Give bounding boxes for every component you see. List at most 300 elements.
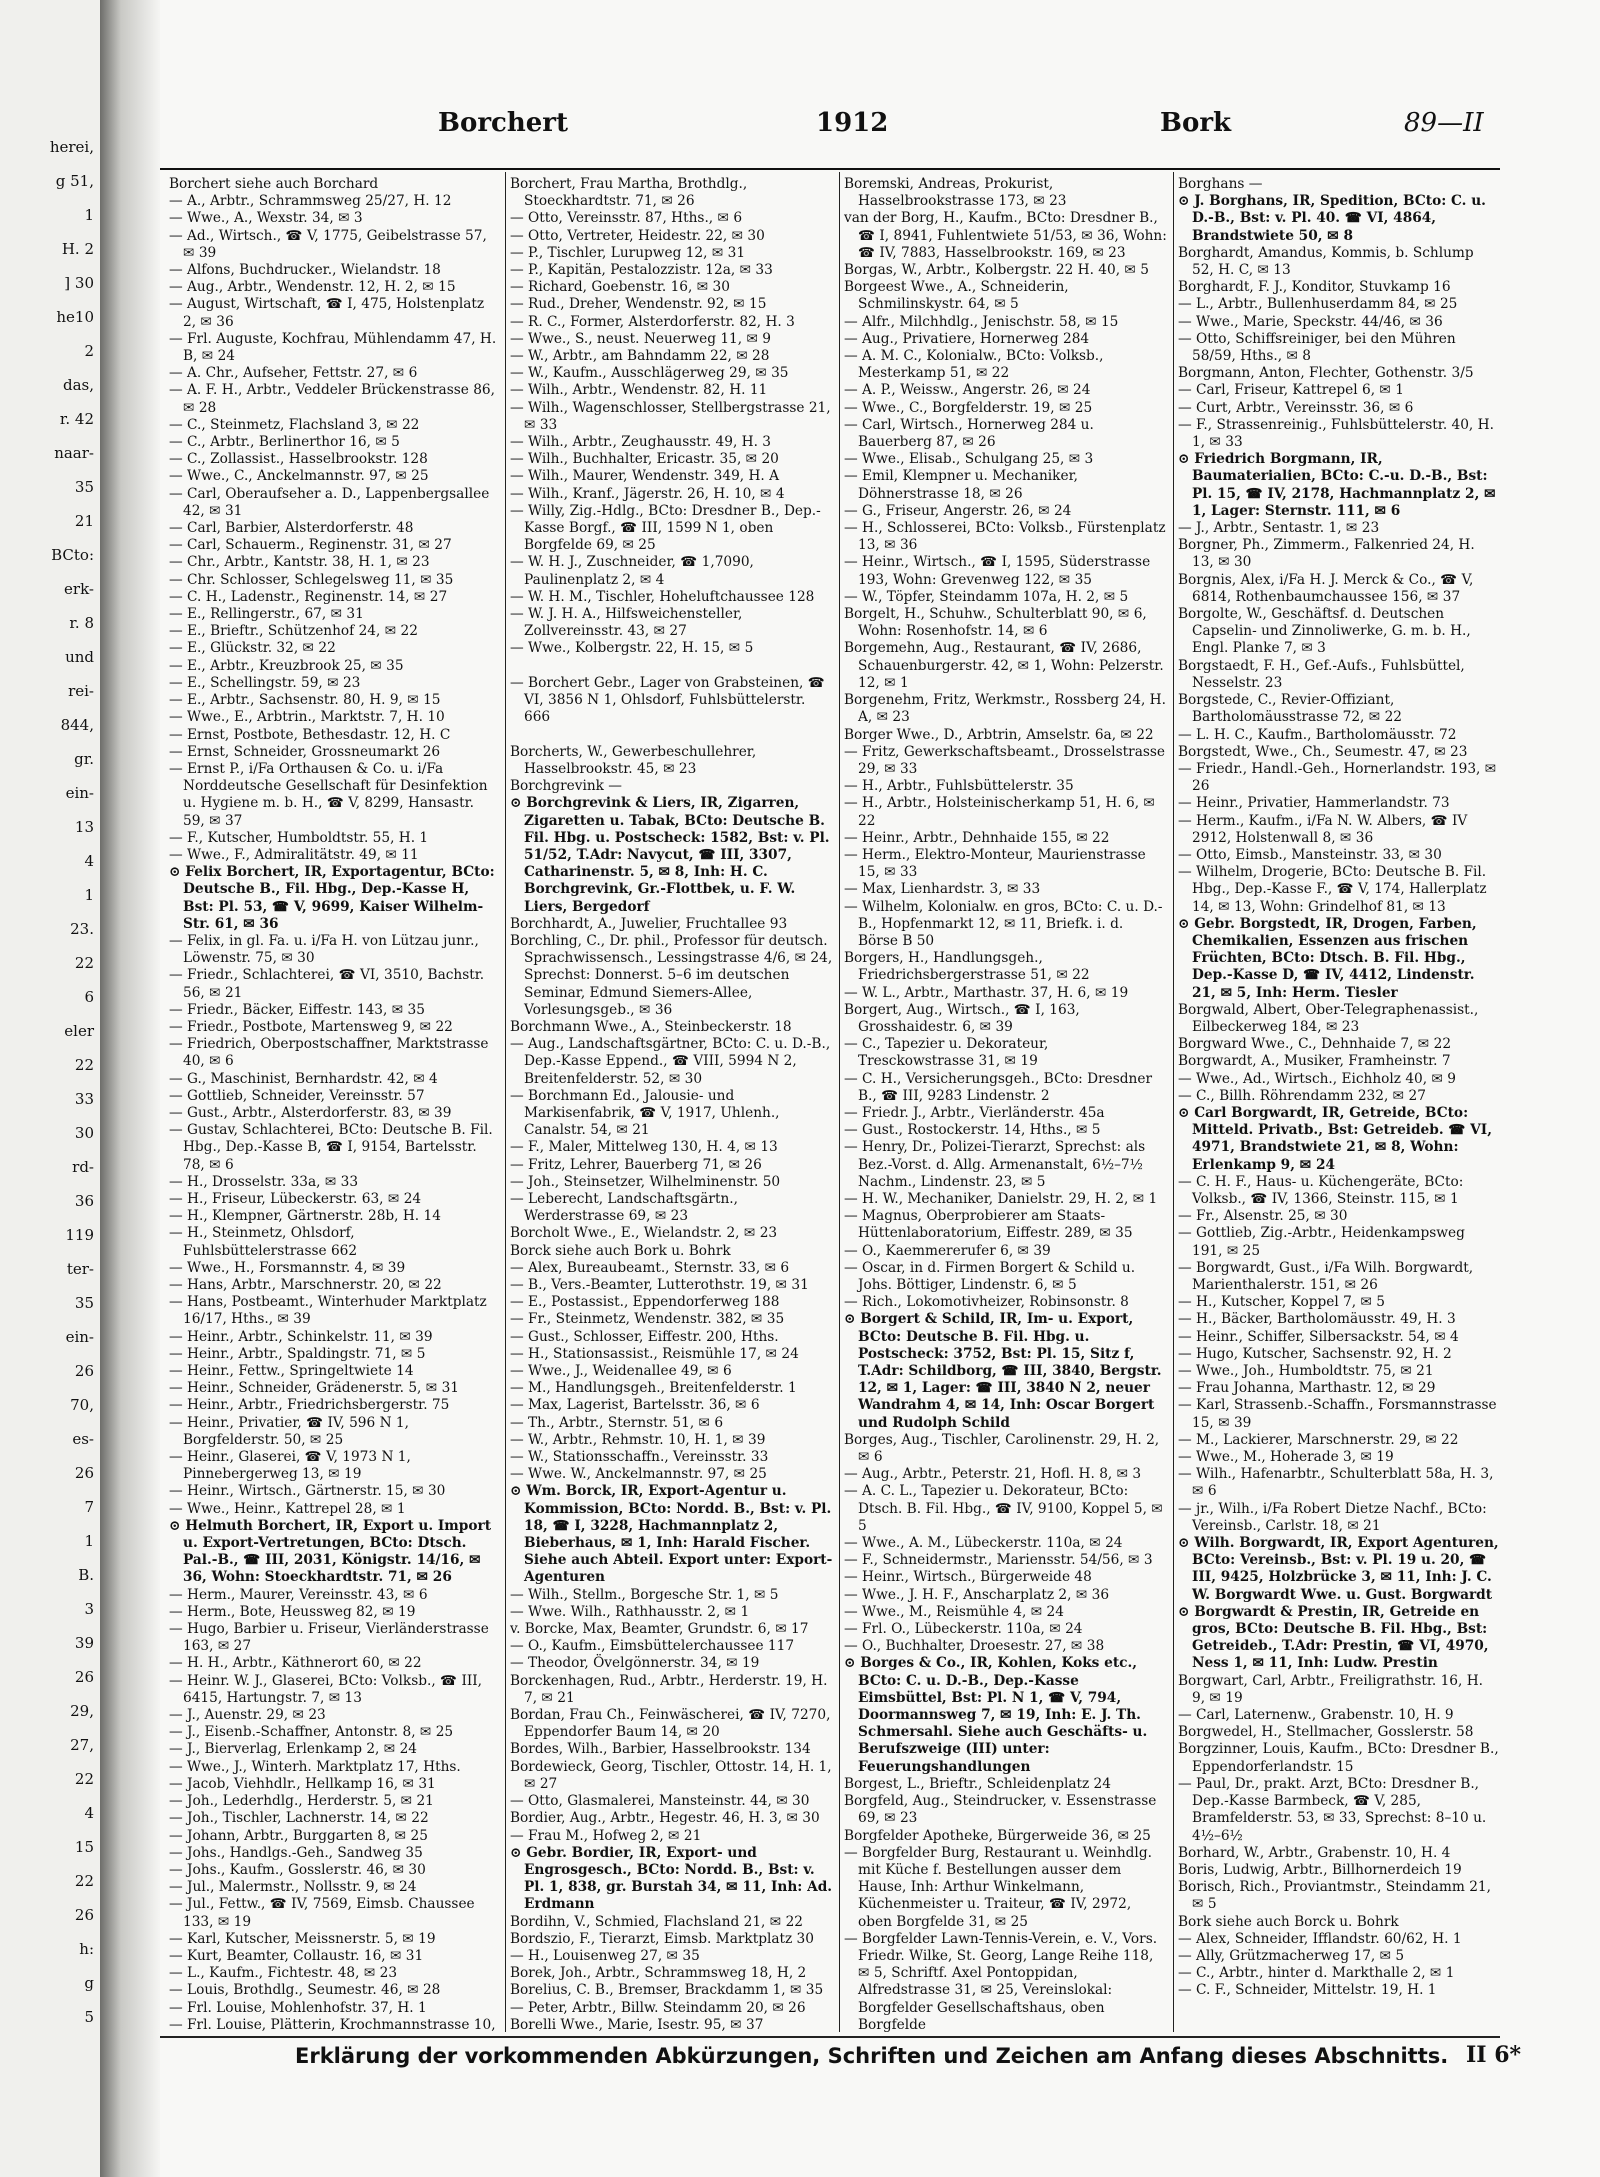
directory-entry: Borgwart, Carl, Arbtr., Freiligrathstr. 16, H. 9, ✉ 19 xyxy=(1178,1672,1483,1706)
directory-entry: — W. J. H. A., Hilfsweichensteller, Zollvereinsstr. 43, ✉ 27 xyxy=(510,606,743,640)
directory-entry: — Borgwardt, Gust., i/Fa Wilh. Borgwardt, Marienthalerstr. 151, ✉ 26 xyxy=(1178,1259,1474,1293)
header-year: 1912 xyxy=(816,108,889,138)
directory-entry: — H., Drosselstr. 33a, ✉ 33 xyxy=(169,1173,359,1190)
directory-entry: Borisch, Rich., Proviantmstr., Steindamm 21, ✉ 5 xyxy=(1178,1879,1491,1913)
directory-entry: — Wwe., Kolbergstr. 22, H. 15, ✉ 5 xyxy=(510,640,754,657)
directory-entry: — W. H. M., Tischler, Hoheluftchaussee 128 xyxy=(510,588,815,605)
left-page-fragment: 3 xyxy=(84,1600,94,1618)
left-page-fragment: erk- xyxy=(64,580,94,598)
directory-entry: Borges, Aug., Tischler, Carolinenstr. 29, H. 2, ✉ 6 xyxy=(844,1431,1160,1466)
directory-entry: Borgfelder Apotheke, Bürgerweide 36, ✉ 25 xyxy=(844,1827,1151,1844)
directory-entry: — Otto, Glasmalerei, Mansteinstr. 44, ✉ 30 xyxy=(510,1793,810,1810)
directory-entry: — Borgfelder Lawn-Tennis-Verein, e. V., Vors. Friedr. Wilke, St. Georg, Lange Reihe 118, ✉ 5, Schriftf. Axel Pontoppidan, Alfredstrasse 31, ✉ 25, Vereinslokal: Borgfelder Gesellschaftshaus, oben Borgfelde xyxy=(844,1930,1158,2032)
left-page-fragment: 15 xyxy=(74,1838,94,1856)
directory-entry: — Carl, Schauerm., Reginenstr. 31, ✉ 27 xyxy=(169,537,452,554)
directory-entry: — Frl. Louise, Plätterin, Krochmannstrasse 10, xyxy=(169,2016,496,2032)
directory-entry: — B., Vers.-Beamter, Lutterothstr. 19, ✉ 31 xyxy=(510,1277,809,1293)
left-page-fragment: das, xyxy=(62,376,94,394)
directory-entry: Boremski, Andreas, Prokurist, Hasselbrookstrasse 173, ✉ 23 xyxy=(844,176,1067,210)
left-page-fragment: 2 xyxy=(84,342,94,360)
directory-entry: — Wwe., M., Hoherade 3, ✉ 19 xyxy=(1178,1449,1394,1466)
directory-entry: — H., Klempner, Gärtnerstr. 28b, H. 14 xyxy=(169,1208,441,1225)
directory-entry: — Wwe., J., Weidenallee 49, ✉ 6 xyxy=(510,1363,732,1380)
left-page-fragment: eler xyxy=(64,1022,94,1040)
directory-entry: — Wilh., Kranf., Jägerstr. 26, H. 10, ✉ 4 xyxy=(510,485,785,502)
directory-entry: — L., Arbtr., Bullenhuserdamm 84, ✉ 25 xyxy=(1178,296,1458,313)
directory-entry: — A. C. L., Tapezier u. Dekorateur, BCto: Dtsch. B. Fil. Hbg., ☎ IV, 9100, Koppel 5, ✉ 5 xyxy=(844,1483,1163,1534)
directory-entry: — Wwe., C., Borgfelderstr. 19, ✉ 25 xyxy=(844,399,1093,416)
directory-entry: — August, Wirtschaft, ☎ I, 475, Holstenplatz 2, ✉ 36 xyxy=(169,296,485,330)
directory-entry: — Gust., Rostockerstr. 14, Hths., ✉ 5 xyxy=(844,1122,1101,1139)
left-page-fragment: 23. xyxy=(70,920,94,938)
directory-entry: — L. H. C., Kaufm., Bartholomäusstr. 72 xyxy=(1178,726,1457,743)
directory-entry: — Heinr., Arbtr., Spaldingstr. 71, ✉ 5 xyxy=(169,1345,426,1362)
directory-entry: — Wilh., Maurer, Wendenstr. 349, H. A xyxy=(510,468,780,485)
directory-entry: — Joh., Tischler, Lachnerstr. 14, ✉ 22 xyxy=(169,1810,429,1827)
directory-entry: ⊙ J. Borghans, IR, Spedition, BCto: C. u. D.-B., Bst: v. Pl. 40. ☎ VI, 4864, Brandstwiete 50, ✉ 8 xyxy=(1178,193,1486,244)
directory-entry: Borgwardt, A., Musiker, Framheinstr. 7 xyxy=(1178,1053,1451,1070)
directory-entry: ⊙ Helmuth Borchert, IR, Export u. Import u. Export-Vertretungen, BCto: Dtsch. Pal.-B., ☎ III, 2031, Königstr. 14/16, ✉ 36, Wohn: Stoeckhardtstr. 71, ✉ 26 xyxy=(169,1517,492,1586)
directory-entry: ⊙ Borchgrevink & Liers, IR, Zigarren, Zigaretten u. Tabak, BCto: Deutsche B. Fil. Hbg. u. Postscheck: 1582, Bst: v. Pl. 51/52, T.Adr: Navycut, ☎ III, 3307, Catharinenstr. 5, ✉ 8, Inh: H. C. Borchgrevink, Gr.-Flottbek, u. F. W. Liers, Bergedorf xyxy=(510,795,830,915)
directory-entry: — Wwe., Ad., Wirtsch., Eichholz 40, ✉ 9 xyxy=(1178,1070,1456,1087)
left-page-fragment: 26 xyxy=(74,1464,94,1482)
directory-entry: — Borchmann Ed., Jalousie- und Markisenfabrik, ☎ V, 1917, Uhlenh., Canalstr. 54, ✉ 21 xyxy=(510,1087,780,1139)
directory-entry: — Kurt, Beamter, Collaustr. 16, ✉ 31 xyxy=(169,1947,424,1964)
directory-entry: — Chr., Arbtr., Kantstr. 38, H. 1, ✉ 23 xyxy=(169,554,430,571)
directory-entry: Borgnis, Alex, i/Fa H. J. Merck & Co., ☎ V, 6814, Rothenbaumchaussee 156, ✉ 37 xyxy=(1178,571,1474,605)
directory-entry: Borghardt, F. J., Konditor, Stuvkamp 16 xyxy=(1178,279,1451,296)
left-page-fragment: 4 xyxy=(84,852,94,870)
directory-entry: — Rich., Lokomotivheizer, Robinsonstr. 8 xyxy=(844,1294,1129,1311)
left-page-fragment: 30 xyxy=(74,1124,94,1142)
directory-entry: Borckenhagen, Rud., Arbtr., Herderstr. 19, H. 7, ✉ 21 xyxy=(510,1672,828,1706)
header-right-keyword: Bork xyxy=(1160,108,1232,138)
directory-entry: — Frau M., Hofweg 2, ✉ 21 xyxy=(510,1827,702,1844)
directory-entry: — Herm., Elektro-Monteur, Maurienstrasse 15, ✉ 33 xyxy=(844,846,1146,881)
directory-entry: Bordier, Aug., Arbtr., Hegestr. 46, H. 3, ✉ 30 xyxy=(510,1810,820,1827)
directory-entry xyxy=(510,727,833,744)
left-page-fragment: g xyxy=(84,1974,94,1992)
directory-entry: — Fritz, Gewerkschaftsbeamt., Drosselstrasse 29, ✉ 33 xyxy=(844,743,1166,777)
directory-entry: — C., Tapezier u. Dekorateur, Tresckowstrasse 31, ✉ 19 xyxy=(844,1036,1049,1070)
left-page-fragment: ein- xyxy=(65,784,94,802)
directory-entry: — Friedr., Bäcker, Eiffestr. 143, ✉ 35 xyxy=(169,1001,425,1018)
column-3 xyxy=(839,172,1173,2032)
left-page-fragment: 5 xyxy=(84,2008,94,2026)
left-page-fragment: 36 xyxy=(74,1192,94,1210)
directory-entry: — Heinr., Schiffer, Silbersackstr. 54, ✉ 4 xyxy=(1178,1328,1459,1345)
directory-entry: v. Borcke, Max, Beamter, Grundstr. 6, ✉ 17 xyxy=(510,1621,809,1638)
directory-entry: Borgner, Ph., Zimmerm., Falkenried 24, H. 13, ✉ 30 xyxy=(1178,537,1475,571)
directory-entry: — O., Kaemmererufer 6, ✉ 39 xyxy=(844,1242,1051,1259)
directory-entry: — Emil, Klempner u. Mechaniker, Döhnerstrasse 18, ✉ 26 xyxy=(844,468,1078,502)
directory-entry: — Otto, Schiffsreiniger, bei den Mühren 58/59, Hths., ✉ 8 xyxy=(1178,330,1456,365)
directory-entry: — J., Auenstr. 29, ✉ 23 xyxy=(169,1707,326,1724)
column-2 xyxy=(505,172,839,2032)
directory-entry: Borgwald, Albert, Ober-Telegraphenassist., Eilbeckerweg 184, ✉ 23 xyxy=(1178,1001,1479,1035)
directory-entry: — Gottlieb, Zig.-Arbtr., Heidenkampsweg 191, ✉ 25 xyxy=(1178,1225,1465,1259)
directory-entry: — Heinr., Wirtsch., ☎ I, 1595, Süderstrasse 193, Wohn: Grevenweg 122, ✉ 35 xyxy=(844,554,1151,588)
left-page-fragment: ter- xyxy=(66,1260,94,1278)
directory-entry: — Ally, Grützmacherweg 17, ✉ 5 xyxy=(1178,1947,1405,1964)
directory-entry: — J., Arbtr., Sentastr. 1, ✉ 23 xyxy=(1178,520,1380,537)
directory-entry: — C., Steinmetz, Flachsland 3, ✉ 22 xyxy=(169,416,420,433)
directory-entry: — W., Stationsschaffn., Vereinsstr. 33 xyxy=(510,1449,769,1466)
directory-entry: — Magnus, Oberprobierer am Staats-Hüttenlaboratorium, Eiffestr. 289, ✉ 35 xyxy=(844,1208,1133,1242)
directory-entry: — Wwe., Marie, Speckstr. 44/46, ✉ 36 xyxy=(1178,313,1443,330)
column-4 xyxy=(1173,172,1505,2032)
directory-entry: — E., Glückstr. 32, ✉ 22 xyxy=(169,640,336,657)
directory-entry: Bordes, Wilh., Barbier, Hasselbrookstr. 134 xyxy=(510,1741,811,1758)
directory-entry: — W. H. J., Zuschneider, ☎ 1,7090, Paulinenplatz 2, ✉ 4 xyxy=(510,554,754,588)
directory-entry: — Hugo, Kutscher, Sachsenstr. 92, H. 2 xyxy=(1178,1345,1452,1362)
directory-entry: — Heinr., Arbtr., Friedrichsbergerstr. 75 xyxy=(169,1397,450,1414)
directory-entry: — Rud., Dreher, Wendenstr. 92, ✉ 15 xyxy=(510,296,767,313)
directory-entry: Borgmann, Anton, Flechter, Gothenstr. 3/5 xyxy=(1178,365,1474,382)
directory-entry: — G., Friseur, Angerstr. 26, ✉ 24 xyxy=(844,502,1072,519)
left-page-fragment: 22 xyxy=(74,1872,94,1890)
directory-entry: — Wwe., J. H. F., Anscharplatz 2, ✉ 36 xyxy=(844,1586,1110,1603)
left-page-fragment: 27, xyxy=(70,1736,94,1754)
directory-entry: — Gustav, Schlachterei, BCto: Deutsche B. Fil. Hbg., Dep.-Kasse B, ☎ I, 9154, Bartelsstr. 78, ✉ 6 xyxy=(169,1122,493,1173)
directory-entry: — Heinr. W. J., Glaserei, BCto: Volksb., ☎ III, 6415, Hartungstr. 7, ✉ 13 xyxy=(169,1672,483,1706)
directory-entry: — O., Kaufm., Eimsbüttelerchaussee 117 xyxy=(510,1638,795,1655)
directory-entry: — Wwe., F., Admiralitätstr. 49, ✉ 11 xyxy=(169,846,419,863)
directory-entry: Borchling, C., Dr. phil., Professor für deutsch. Sprachwissensch., Lessingstrasse 4/6, ✉ 24, Sprechst: Donnerst. 5–6 im deutschen Seminar, Edmund Siemers-Allee, Vorlesungsgeb., ✉ 36 xyxy=(510,932,833,1018)
directory-entry: ⊙ Friedrich Borgmann, IR, Baumaterialien, BCto: C.-u. D.-B., Bst: Pl. 15, ☎ IV, 2178, Hachmannplatz 2, ✉ 1, Lager: Sternstr. 111, ✉ 6 xyxy=(1178,451,1496,519)
directory-entry: — Heinr., Privatier, Hammerlandstr. 73 xyxy=(1178,795,1450,812)
left-page-fragment: 22 xyxy=(74,954,94,972)
left-page-fragment: 39 xyxy=(74,1634,94,1652)
left-page-fragment: rei- xyxy=(68,682,94,700)
directory-entry: — W. L., Arbtr., Marthastr. 37, H. 6, ✉ 19 xyxy=(844,984,1129,1001)
directory-entry: ⊙ Wilh. Borgwardt, IR, Export Agenturen, BCto: Vereinsb., Bst: v. Pl. 19 u. 20, ☎ III, 9425, Holzbrücke 3, ✉ 11, Inh: J. C. W. Borgwardt Wwe. u. Gust. Borgwardt xyxy=(1178,1535,1499,1603)
directory-entry: — Carl, Barbier, Alsterdorferstr. 48 xyxy=(169,520,414,537)
directory-entry: Borgwedel, H., Stellmacher, Gosslerstr. 58 xyxy=(1178,1724,1474,1741)
directory-entry: — Johs., Handlgs.-Geh., Sandweg 35 xyxy=(169,1844,423,1861)
directory-entry: — Friedrich, Oberpostschaffner, Marktstrasse 40, ✉ 6 xyxy=(169,1036,489,1070)
directory-entry: Borck siehe auch Bork u. Bohrk xyxy=(510,1242,731,1259)
directory-entry: — Ernst, Postbote, Bethesdastr. 12, H. C xyxy=(169,726,451,743)
directory-entry: — Wilhelm, Kolonialw. en gros, BCto: C. u. D.-B., Hopfenmarkt 12, ✉ 11, Briefk. i. d. Börse B 50 xyxy=(844,898,1163,949)
left-page-fragment: r. 8 xyxy=(69,614,94,632)
header-rule xyxy=(160,168,1500,170)
directory-entry: — Heinr., Schneider, Grädenerstr. 5, ✉ 31 xyxy=(169,1380,459,1397)
left-page-fragment: rd- xyxy=(72,1158,94,1176)
directory-entry: — A. M. C., Kolonialw., BCto: Volksb., Mesterkamp 51, ✉ 22 xyxy=(844,348,1104,382)
directory-entry: — Otto, Vertreter, Heidestr. 22, ✉ 30 xyxy=(510,227,765,244)
left-page-fragment: es- xyxy=(72,1430,94,1448)
directory-entry: Borgas, W., Arbtr., Kolbergstr. 22 H. 40, ✉ 5 xyxy=(844,262,1149,279)
directory-entry: — Curt, Arbtr., Vereinsstr. 36, ✉ 6 xyxy=(1178,399,1414,416)
directory-entry: — Wwe. W., Anckelmannstr. 97, ✉ 25 xyxy=(510,1466,767,1483)
directory-entry: — Alfr., Milchhdlg., Jenischstr. 58, ✉ 15 xyxy=(844,313,1119,330)
directory-entry: — Carl, Laternenw., Grabenstr. 10, H. 9 xyxy=(1178,1707,1454,1724)
directory-entry: — H., Schlosserei, BCto: Volksb., Fürstenplatz 13, ✉ 36 xyxy=(844,520,1166,554)
directory-entry: — A. Chr., Aufseher, Fettstr. 27, ✉ 6 xyxy=(169,365,418,382)
directory-entry: Borchhardt, A., Juwelier, Fruchtallee 93 xyxy=(510,915,788,932)
directory-entry: — A. F. H., Arbtr., Veddeler Brückenstrasse 86, ✉ 28 xyxy=(169,382,495,416)
left-page-fragment: 26 xyxy=(74,1906,94,1924)
directory-entry: — Wilhelm, Drogerie, BCto: Deutsche B. Fil. Hbg., Dep.-Kasse F., ☎ V, 174, Hallerplatz 14, ✉ 13, Wohn: Grindelhof 81, ✉ 13 xyxy=(1178,864,1487,915)
directory-entry: — Gust., Schlosser, Eiffestr. 200, Hths. xyxy=(510,1328,779,1345)
directory-entry: Borghardt, Amandus, Kommis, b. Schlump 52, H. C, ✉ 13 xyxy=(1178,244,1474,279)
directory-entry: — H., Arbtr., Fuhlsbüttelerstr. 35 xyxy=(844,778,1074,795)
directory-entry: — Johs., Kaufm., Gosslerstr. 46, ✉ 30 xyxy=(169,1861,426,1878)
directory-entry: — E., Arbtr., Sachsenstr. 80, H. 9, ✉ 15 xyxy=(169,692,441,709)
directory-entry: — J., Eisenb.-Schaffner, Antonstr. 8, ✉ 25 xyxy=(169,1724,454,1741)
left-page-fragment: und xyxy=(65,648,94,666)
directory-entry: — H., Steinmetz, Ohlsdorf, Fuhlsbüttelerstrasse 662 xyxy=(169,1225,358,1259)
directory-entry: Borgemehn, Aug., Restaurant, ☎ IV, 2686, Schauenburgerstr. 42, ✉ 1, Wohn: Pelzerstr. 12, ✉ 1 xyxy=(844,640,1164,691)
directory-entry: — Jul., Malermstr., Nollsstr. 9, ✉ 24 xyxy=(169,1879,417,1896)
directory-entry: Borelius, C. B., Bremser, Brackdamm 1, ✉ 35 xyxy=(510,1982,824,1999)
directory-entry: — Gust., Arbtr., Alsterdorferstr. 83, ✉ 39 xyxy=(169,1104,452,1121)
directory-entry: — Wwe., M., Reismühle 4, ✉ 24 xyxy=(844,1603,1064,1620)
left-page-fragment: 7 xyxy=(84,1498,94,1516)
directory-entry: — Borgfelder Burg, Restaurant u. Weinhdlg. mit Küche f. Bestellungen ausser dem Hause, Inh: Arthur Winkelmann, Küchenmeister u. Traiteur, ☎ IV, 2972, oben Borgfelde 31, ✉ 25 xyxy=(844,1844,1152,1930)
left-page-fragment: 33 xyxy=(74,1090,94,1108)
directory-entry: — Karl, Kutscher, Meissnerstr. 5, ✉ 19 xyxy=(169,1930,436,1947)
directory-entry: — Joh., Steinsetzer, Wilhelminenstr. 50 xyxy=(510,1173,781,1190)
directory-entry: — E., Rellingerstr., 67, ✉ 31 xyxy=(169,606,364,623)
left-page-fragment: 1 xyxy=(84,1532,94,1550)
directory-entry: — Louis, Brothdlg., Seumestr. 46, ✉ 28 xyxy=(169,1982,441,1999)
directory-entry: — F., Schneidermstr., Mariensstr. 54/56, ✉ 3 xyxy=(844,1552,1153,1569)
directory-entry: — W., Arbtr., Rehmstr. 10, H. 1, ✉ 39 xyxy=(510,1431,766,1448)
directory-entry: Borgenehm, Fritz, Werkmstr., Rossberg 24, H. A, ✉ 23 xyxy=(844,692,1166,726)
directory-entry: Borcholt Wwe., E., Wielandstr. 2, ✉ 23 xyxy=(510,1225,778,1242)
directory-entry: — Chr. Schlosser, Schlegelsweg 11, ✉ 35 xyxy=(169,571,454,588)
directory-entry: — Otto, Vereinsstr. 87, Hths., ✉ 6 xyxy=(510,210,743,227)
directory-entry: — Herm., Kaufm., i/Fa N. W. Albers, ☎ IV 2912, Holstenwall 8, ✉ 36 xyxy=(1178,812,1468,846)
directory-entry: — Borchert Gebr., Lager von Grabsteinen, ☎ VI, 3856 N 1, Ohlsdorf, Fuhlsbüttelerstr. 666 xyxy=(510,674,825,726)
directory-entry: ⊙ Borgert & Schild, IR, Im- u. Export, BCto: Deutsche B. Fil. Hbg. u. Postscheck: 3752, Bst: Pl. 15, Sitz f, T.Adr: Schildborg, ☎ III, 3840, Bergstr. 12, ✉ 1, Lager: ☎ III, 3840 N 2, neuer Wandrahm 4, ✉ 14, Inh: Oscar Borgert und Rudolph Schild xyxy=(844,1311,1162,1431)
directory-entry: — Th., Arbtr., Sternstr. 51, ✉ 6 xyxy=(510,1414,724,1431)
directory-entry: Borghans — xyxy=(1178,176,1263,192)
directory-entry: ⊙ Borgwardt & Prestin, IR, Getreide en gros, BCto: Deutsche B. Fil. Hbg., Bst: Getreideb., T.Adr: Prestin, ☎ VI, 4970, Ness 1, ✉ 11, Inh: Ludw. Prestin xyxy=(1178,1603,1489,1672)
directory-entry: — Alex, Schneider, Ifflandstr. 60/62, H. 1 xyxy=(1178,1930,1462,1947)
left-page-fragment: 26 xyxy=(74,1362,94,1380)
directory-entry: van der Borg, H., Kaufm., BCto: Dresdner B., ☎ I, 8941, Fuhlentwiete 51/53, ✉ 36, Wohn: ☎ IV, 7883, Hasselbrookstr. 169, ✉ 23 xyxy=(844,210,1167,261)
directory-entry: Borchert siehe auch Borchard xyxy=(169,176,379,192)
directory-entry: — Friedr., Postbote, Martensweg 9, ✉ 22 xyxy=(169,1018,453,1035)
directory-entry: Borgest, L., Brieftr., Schleidenplatz 24 xyxy=(844,1775,1111,1792)
directory-entry: — Jacob, Viehhdlr., Hellkamp 16, ✉ 31 xyxy=(169,1775,436,1792)
left-page-fragment: 6 xyxy=(84,988,94,1006)
left-page-fragment: he10 xyxy=(56,308,94,326)
directory-entry: — Heinr., Privatier, ☎ IV, 596 N 1, Borgfelderstr. 50, ✉ 25 xyxy=(169,1414,409,1448)
left-page-fragment: naar- xyxy=(54,444,94,462)
directory-entry: — Ad., Wirtsch., ☎ V, 1775, Geibelstrasse 57, ✉ 39 xyxy=(169,227,487,261)
directory-entry: — F., Kutscher, Humboldtstr. 55, H. 1 xyxy=(169,829,429,846)
directory-entry: — Richard, Goebenstr. 16, ✉ 30 xyxy=(510,279,730,296)
directory-entry: Borgfeld, Aug., Steindrucker, v. Essenstrasse 69, ✉ 23 xyxy=(844,1793,1157,1827)
directory-entry: — C. H., Versicherungsgeh., BCto: Dresdner B., ☎ III, 9283 Lindenstr. 2 xyxy=(844,1070,1153,1104)
directory-entry: — Carl, Wirtsch., Hornerweg 284 u. Bauerberg 87, ✉ 26 xyxy=(844,416,1094,451)
directory-entry: Borgstaedt, F. H., Gef.-Aufs., Fuhlsbüttel, Nesselstr. 23 xyxy=(1178,657,1465,691)
directory-entry: — R. C., Former, Alsterdorferstr. 82, H. 3 xyxy=(510,313,795,330)
directory-entry: — E., Postassist., Eppendorferweg 188 xyxy=(510,1294,780,1311)
directory-entry: — Wwe., Joh., Humboldtstr. 75, ✉ 21 xyxy=(1178,1363,1434,1380)
directory-entry: — Aug., Arbtr., Wendenstr. 12, H. 2, ✉ 15 xyxy=(169,279,456,296)
directory-entry: — Wwe., J., Winterh. Marktplatz 17, Hths. xyxy=(169,1758,461,1775)
directory-entry: — H. W., Mechaniker, Danielstr. 29, H. 2, ✉ 1 xyxy=(844,1190,1158,1207)
directory-entry: — Heinr., Fettw., Springeltwiete 14 xyxy=(169,1363,414,1380)
directory-entry: ⊙ Gebr. Borgstedt, IR, Drogen, Farben, Chemikalien, Essenzen aus frischen Früchten, BCto: Dtsch. B. Fil. Hbg., Dep.-Kasse D, ☎ IV, 4412, Lindenstr. 21, ✉ 5, Inh: Herm. Tiesler xyxy=(1178,915,1477,1001)
directory-entry: — Alex, Bureaubeamt., Sternstr. 33, ✉ 6 xyxy=(510,1259,790,1276)
directory-entry: ⊙ Borges & Co., IR, Kohlen, Koks etc., BCto: C. u. D.-B., Dep.-Kasse Eimsbüttel, Bst: Pl. N 1, ☎ V, 794, Doormannsweg 7, ✉ 19, Inh: E. J. Th. Schmersahl. Siehe auch Geschäfts- u. Berufszweige (III) unter: Feuerungshandlungen xyxy=(844,1655,1148,1775)
directory-entry: — Frl. O., Lübeckerstr. 110a, ✉ 24 xyxy=(844,1621,1083,1638)
signature-mark: II 6* xyxy=(1466,2042,1522,2068)
directory-entry: — Wilh., Buchhalter, Ericastr. 35, ✉ 20 xyxy=(510,451,779,468)
directory-entry: — H., Bäcker, Bartholomäusstr. 49, H. 3 xyxy=(1178,1311,1456,1328)
directory-entry: — Friedr., Schlachterei, ☎ VI, 3510, Bachstr. 56, ✉ 21 xyxy=(169,967,485,1001)
directory-entry: — Fr., Alsenstr. 25, ✉ 30 xyxy=(1178,1208,1348,1225)
left-page-fragment: 21 xyxy=(74,512,94,530)
directory-entry: — Wilh., Stellm., Borgesche Str. 1, ✉ 5 xyxy=(510,1586,779,1603)
directory-entry: — Carl, Friseur, Kattrepel 6, ✉ 1 xyxy=(1178,382,1404,399)
directory-entry: — Herm., Maurer, Vereinsstr. 43, ✉ 6 xyxy=(169,1586,428,1603)
directory-entry: Borgzinner, Louis, Kaufm., BCto: Dresdner B., Eppendorferlandstr. 15 xyxy=(1178,1741,1499,1775)
directory-entry: — Wwe., E., Arbtrin., Marktstr. 7, H. 10 xyxy=(169,709,445,726)
directory-entry: — jr., Wilh., i/Fa Robert Dietze Nachf., BCto: Vereinsb., Carlstr. 18, ✉ 21 xyxy=(1178,1500,1487,1534)
directory-entry: Borhard, W., Arbtr., Grabenstr. 10, H. 4 xyxy=(1178,1844,1451,1861)
directory-entry: — P., Kapitän, Pestalozzistr. 12a, ✉ 33 xyxy=(510,262,773,279)
directory-entry: — Heinr., Glaserei, ☎ V, 1973 N 1, Pinnebergerweg 13, ✉ 19 xyxy=(169,1449,411,1483)
directory-entry: — Wilh., Arbtr., Zeughausstr. 49, H. 3 xyxy=(510,434,772,451)
directory-entry: — Fr., Steinmetz, Wendenstr. 382, ✉ 35 xyxy=(510,1311,785,1328)
directory-entry: Borgers, H., Handlungsgeh., Friedrichsbergerstrasse 51, ✉ 22 xyxy=(844,950,1090,984)
footer-rule xyxy=(160,2036,1500,2038)
left-page-fragment: 22 xyxy=(74,1056,94,1074)
directory-entry: Bordewieck, Georg, Tischler, Ottostr. 14, H. 1, ✉ 27 xyxy=(510,1758,832,1792)
left-page-fragment: ] 30 xyxy=(64,274,94,292)
directory-entry: Borcherts, W., Gewerbeschullehrer, Hasselbrookstr. 45, ✉ 23 xyxy=(510,743,757,777)
directory-entry: — Jul., Fettw., ☎ IV, 7569, Eimsb. Chaussee 133, ✉ 19 xyxy=(169,1896,475,1930)
directory-entry: — J., Bierverlag, Erlenkamp 2, ✉ 24 xyxy=(169,1741,417,1758)
directory-entry: — H. H., Arbtr., Käthnerort 60, ✉ 22 xyxy=(169,1655,422,1672)
directory-entry: — Ernst P., i/Fa Orthausen & Co. u. i/Fa Norddeutsche Gesellschaft für Desinfektion u. Hygiene m. b. H., ☎ V, 8299, Hansastr. 59, ✉ 37 xyxy=(169,760,488,829)
directory-entry: — Karl, Strassenb.-Schaffn., Forsmannstrasse 15, ✉ 39 xyxy=(1178,1397,1497,1431)
header-page-number: 89—II xyxy=(1404,108,1484,138)
directory-entry: — C. H., Ladenstr., Reginenstr. 14, ✉ 27 xyxy=(169,588,448,605)
directory-entry: — Aug., Landschaftsgärtner, BCto: C. u. D.-B., Dep.-Kasse Eppend., ☎ VIII, 5994 N 2, Breitenfelderstr. 52, ✉ 30 xyxy=(510,1036,831,1087)
directory-entry: — Wwe., A. M., Lübeckerstr. 110a, ✉ 24 xyxy=(844,1535,1123,1552)
directory-entry: — Max, Lienhardstr. 3, ✉ 33 xyxy=(844,881,1041,898)
directory-entry: — E., Schellingstr. 59, ✉ 23 xyxy=(169,674,361,691)
directory-entry: — L., Kaufm., Fichtestr. 48, ✉ 23 xyxy=(169,1965,398,1982)
directory-entry: — Peter, Arbtr., Billw. Steindamm 20, ✉ 26 xyxy=(510,1999,806,2016)
directory-entry: — H., Arbtr., Holsteinischerkamp 51, H. 6, ✉ 22 xyxy=(844,795,1155,829)
directory-entry: Borgert, Aug., Wirtsch., ☎ I, 163, Grosshaidestr. 6, ✉ 39 xyxy=(844,1001,1080,1035)
directory-entry: — Hugo, Barbier u. Friseur, Vierländerstrasse 163, ✉ 27 xyxy=(169,1621,489,1655)
directory-entry: — Heinr., Arbtr., Dehnhaide 155, ✉ 22 xyxy=(844,829,1110,846)
directory-entry: Borgolte, W., Geschäftsf. d. Deutschen Capselin- und Zinnoliwerke, G. m. b. H., Engl. Planke 7, ✉ 3 xyxy=(1178,606,1471,657)
directory-entry: Borchmann Wwe., A., Steinbeckerstr. 18 xyxy=(510,1018,792,1035)
left-page-fragment: 70, xyxy=(70,1396,94,1414)
left-page-fragment: 35 xyxy=(74,1294,94,1312)
directory-entry: — C., Billh. Röhrendamm 232, ✉ 27 xyxy=(1178,1087,1426,1104)
left-page-strip xyxy=(0,0,102,2177)
left-page-fragment: r. 42 xyxy=(59,410,94,428)
directory-entry: — Wwe., A., Wexstr. 34, ✉ 3 xyxy=(169,210,363,227)
directory-entry: — Friedr., Handl.-Geh., Hornerlandstr. 193, ✉ 26 xyxy=(1178,760,1497,795)
column-1 xyxy=(165,172,505,2032)
directory-entry: — Heinr., Arbtr., Schinkelstr. 11, ✉ 39 xyxy=(169,1328,433,1345)
left-page-fragment: 1 xyxy=(84,206,94,224)
left-page-fragment: herei, xyxy=(49,138,94,156)
left-page-fragment: ein- xyxy=(65,1328,94,1346)
directory-entry: Borgeest Wwe., A., Schneiderin, Schmilinskystr. 64, ✉ 5 xyxy=(844,279,1069,313)
directory-entry: — Friedr. J., Arbtr., Vierländerstr. 45a xyxy=(844,1104,1105,1121)
directory-entry: Borek, Joh., Arbtr., Schrammsweg 18, H, 2 xyxy=(510,1965,807,1982)
directory-entry: — Wwe., C., Anckelmannstr. 97, ✉ 25 xyxy=(169,468,429,485)
directory-entry: — P., Tischler, Lurupweg 12, ✉ 31 xyxy=(510,244,746,261)
directory-entry: — Paul, Dr., prakt. Arzt, BCto: Dresdner B., Dep.-Kasse Barmbeck, ☎ V, 285, Bramfelderstr. 53, ✉ 33, Sprechst: 8–10 u. 4½–6½ xyxy=(1178,1775,1487,1844)
left-page-fragment: 1 xyxy=(84,886,94,904)
directory-entry: — H., Friseur, Lübeckerstr. 63, ✉ 24 xyxy=(169,1190,422,1207)
directory-entry: — Wwe., Heinr., Kattrepel 28, ✉ 1 xyxy=(169,1500,406,1517)
directory-entry: — Carl, Oberaufseher a. D., Lappenbergsallee 42, ✉ 31 xyxy=(169,485,490,519)
directory-entry: Borelli Wwe., Marie, Isestr. 95, ✉ 37 xyxy=(510,2016,764,2032)
directory-entry: — F., Strassenreinig., Fuhlsbüttelerstr. 40, H. 1, ✉ 33 xyxy=(1178,416,1494,451)
directory-entry: — G., Maschinist, Bernhardstr. 42, ✉ 4 xyxy=(169,1070,438,1087)
directory-entry: ⊙ Gebr. Bordier, IR, Export- und Engrosgesch., BCto: Nordd. B., Bst: v. Pl. 1, 838, gr. Burstah 34, ✉ 11, Inh: Ad. Erdmann xyxy=(510,1844,833,1913)
directory-entry: — Wwe., H., Forsmannstr. 4, ✉ 39 xyxy=(169,1259,406,1276)
directory-entry: — C. F., Schneider, Mittelstr. 19, H. 1 xyxy=(1178,1982,1437,1999)
directory-entry: — Ernst, Schneider, Grossneumarkt 26 xyxy=(169,743,441,760)
directory-entry: — Wilh., Hafenarbtr., Schulterblatt 58a, H. 3, ✉ 6 xyxy=(1178,1466,1494,1500)
directory-entry: — H., Louisenweg 27, ✉ 35 xyxy=(510,1947,700,1964)
directory-entry: ⊙ Felix Borchert, IR, Exportagentur, BCto: Deutsche B., Fil. Hbg., Dep.-Kasse H, Bst: Pl. 53, ☎ V, 9699, Kaiser Wilhelm-Str. 61, ✉ 36 xyxy=(169,864,495,932)
directory-entry: Bordan, Frau Ch., Feinwäscherei, ☎ IV, 7270, Eppendorfer Baum 14, ✉ 20 xyxy=(510,1707,831,1741)
directory-entry: Borgstedt, Wwe., Ch., Seumestr. 47, ✉ 23 xyxy=(1178,743,1468,760)
directory-entry: — Oscar, in d. Firmen Borgert & Schild u. Johs. Böttiger, Lindenstr. 6, ✉ 5 xyxy=(844,1259,1136,1293)
directory-entry: — Heinr., Wirtsch., Bürgerweide 48 xyxy=(844,1569,1092,1586)
left-page-fragment: 35 xyxy=(74,478,94,496)
directory-entry: Bordihn, V., Schmied, Flachsland 21, ✉ 22 xyxy=(510,1913,803,1930)
left-page-fragment: h: xyxy=(79,1940,94,1958)
directory-entry xyxy=(510,658,833,675)
directory-entry: Borchert, Frau Martha, Brothdlg., Stoeckhardtstr. 71, ✉ 26 xyxy=(510,176,748,210)
directory-entry: — Joh., Lederhdlg., Herderstr. 5, ✉ 21 xyxy=(169,1793,434,1810)
directory-entry: — W., Arbtr., am Bahndamm 22, ✉ 28 xyxy=(510,348,770,365)
abbreviation-note: Erklärung der vorkommenden Abkürzungen, Schriften und Zeichen am Anfang dieses Abschnitts. xyxy=(295,2044,1449,2068)
directory-entry: — H., Stationsassist., Reismühle 17, ✉ 24 xyxy=(510,1345,799,1362)
directory-entry: — E., Brieftr., Schützenhof 24, ✉ 22 xyxy=(169,623,418,640)
directory-entry: Borchgrevink — xyxy=(510,778,622,795)
directory-entry: — Henry, Dr., Polizei-Tierarzt, Sprechst: als Bez.-Vorst. d. Allg. Armenanstalt, 6½–7½ Nachm., Lindenstr. 23, ✉ 5 xyxy=(844,1139,1146,1190)
directory-columns xyxy=(165,172,1505,2032)
left-page-fragment: g 51, xyxy=(55,172,94,190)
directory-entry: Borger Wwe., D., Arbtrin, Amselstr. 6a, ✉ 22 xyxy=(844,726,1154,743)
directory-entry: — Frl. Auguste, Kochfrau, Mühlendamm 47, H. B, ✉ 24 xyxy=(169,330,497,365)
directory-entry: — Herm., Bote, Heussweg 82, ✉ 19 xyxy=(169,1603,416,1620)
directory-entry: — Aug., Arbtr., Peterstr. 21, Hofl. H. 8, ✉ 3 xyxy=(844,1466,1142,1483)
directory-entry: — Wwe., Elisab., Schulgang 25, ✉ 3 xyxy=(844,451,1094,468)
directory-entry: — E., Arbtr., Kreuzbrook 25, ✉ 35 xyxy=(169,657,404,674)
directory-entry: — Theodor, Övelgönnerstr. 34, ✉ 19 xyxy=(510,1655,760,1672)
left-page-fragment: 22 xyxy=(74,1770,94,1788)
book-gutter xyxy=(100,0,160,2177)
directory-entry: Borgstede, C., Revier-Offiziant, Bartholomäusstrasse 72, ✉ 22 xyxy=(1178,692,1402,726)
directory-entry: — H., Kutscher, Koppel 7, ✉ 5 xyxy=(1178,1294,1386,1311)
directory-entry: — A. P., Weissw., Angerstr. 26, ✉ 24 xyxy=(844,382,1091,399)
directory-entry: — Hans, Postbeamt., Winterhuder Marktplatz 16/17, Hths., ✉ 39 xyxy=(169,1294,487,1328)
directory-entry: — W., Töpfer, Steindamm 107a, H. 2, ✉ 5 xyxy=(844,588,1129,605)
directory-entry: — Frl. Louise, Mohlenhofstr. 37, H. 1 xyxy=(169,1999,427,2016)
